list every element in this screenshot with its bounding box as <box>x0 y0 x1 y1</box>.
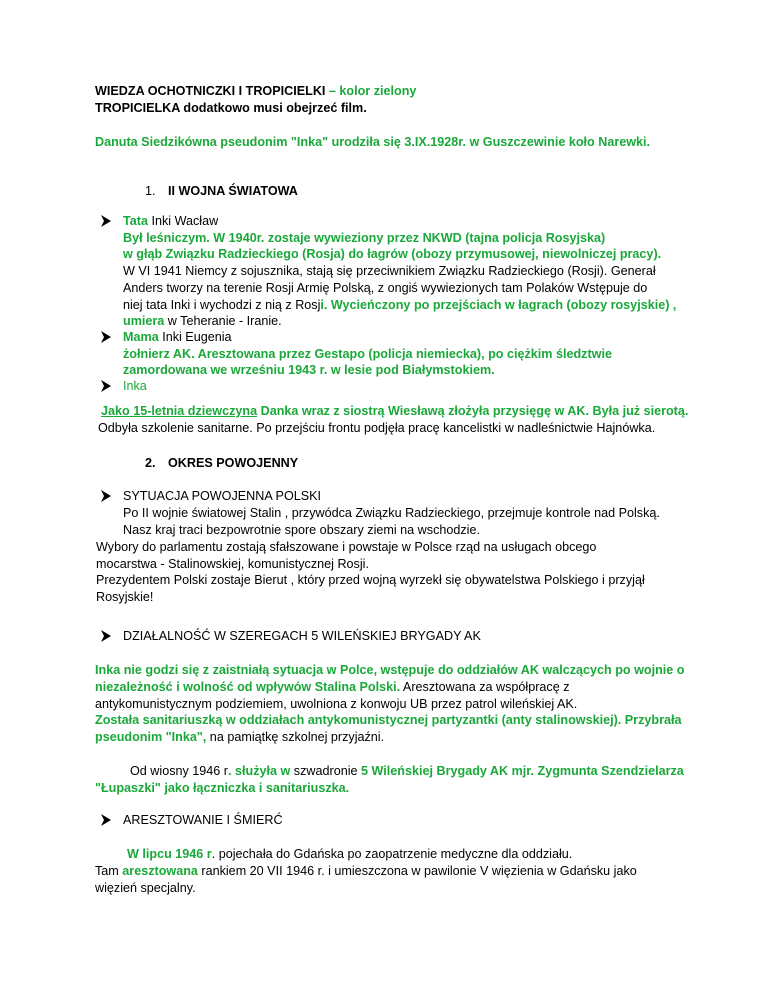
dzialalnosc-line-3: antykomunistycznym podziemiem, uwolniona z konwoju UB przez patrol wileńskiej AK. <box>95 697 578 711</box>
sytuacja-line-4: mocarstwa - Stalinowskiej, komunistycznej Rosji. <box>96 557 369 571</box>
sierota-line: Jako 15-letnia dziewczyna Danka wraz z siostrą Wiesławą złożyła przysięgę w AK. Była już sierotą. <box>101 404 689 418</box>
header-line-1: WIEDZA OCHOTNICZKI I TROPICIELKI – kolor zielony <box>95 84 417 98</box>
header-line-2: TROPICIELKA dodatkowo musi obejrzeć film. <box>95 101 367 115</box>
dzialalnosc-line-2: niezależność i wolność od wpływów Stalina Polski. Aresztowana za współpracę z <box>95 680 570 694</box>
dzialalnosc-line-4: Została sanitariuszką w oddziałach antykomunistycznej partyzantki (anty stalinowskiej). Przybrała <box>95 713 682 727</box>
tata-line-6: umiera w Teheranie - Iranie. <box>123 314 282 328</box>
tata-line-2: w głąb Związku Radzieckiego (Rosja) do łagrów (obozy przymusowej, niewolniczej pracy). <box>123 247 662 261</box>
dzialalnosc-heading: DZIAŁALNOŚĆ W SZEREGACH 5 WILEŃSKIEJ BRYGADY AK <box>123 629 481 643</box>
tata-heading: Tata Inki Wacław <box>123 214 219 228</box>
section2-title: OKRES POWOJENNY <box>168 456 299 470</box>
intro-line: Danuta Siedzikówna pseudonim "Inka" urodziła się 3.IX.1928r. w Guszczewinie koło Narewki. <box>95 135 651 149</box>
sytuacja-line-2: Nasz kraj traci bezpowrotnie spore obszary ziemi na wschodzie. <box>123 523 480 537</box>
wiosna-line-1: Od wiosny 1946 r. służyła w szwadronie 5 Wileńskiej Brygady AK mjr. Zygmunta Szendzielarza <box>130 764 684 778</box>
mama-heading: Mama Inki Eugenia <box>123 330 232 344</box>
section1-title: II WOJNA ŚWIATOWA <box>168 184 298 198</box>
dzialalnosc-line-1: Inka nie godzi się z zaistniałą sytuacja w Polce, wstępuje do oddziałów AK walczących po wojnie o <box>95 663 685 677</box>
aresztowanie-line-2: Tam aresztowana rankiem 20 VII 1946 r. i umieszczona w pawilonie V więzienia w Gdańsku jako <box>95 864 637 878</box>
sytuacja-line-1: Po II wojnie światowej Stalin , przywódca Związku Radzieckiego, przejmuje kontrole nad Polską. <box>123 506 660 520</box>
section1-number: 1. <box>145 184 156 198</box>
tata-line-3: W VI 1941 Niemcy z sojusznika, stają się przeciwnikiem Związku Radzieckiego (Rosji). Generał <box>123 264 656 278</box>
aresztowanie-line-3: więzień specjalny. <box>95 881 196 895</box>
arrow-bullet-icon <box>99 214 113 228</box>
sytuacja-heading: SYTUACJA POWOJENNA POLSKI <box>123 489 322 503</box>
mama-line-1: żołnierz AK. Aresztowana przez Gestapo (policja niemiecka), po ciężkim śledztwie <box>123 347 612 361</box>
aresztowanie-heading: ARESZTOWANIE I ŚMIERĆ <box>123 813 283 827</box>
tata-line-1: Był leśniczym. W 1940r. zostaje wywieziony przez NKWD (tajna policja Rosyjska) <box>123 231 606 245</box>
arrow-bullet-icon <box>99 629 113 643</box>
arrow-bullet-icon <box>99 330 113 344</box>
aresztowanie-line-1: W lipcu 1946 r. pojechała do Gdańska po zaopatrzenie medyczne dla oddziału. <box>127 847 573 861</box>
inka-heading: Inka <box>123 379 147 393</box>
mama-line-2: zamordowana we wrześniu 1943 r. w lesie pod Białymstokiem. <box>123 363 495 377</box>
section2-number: 2. <box>145 456 156 470</box>
wiosna-line-2: "Łupaszki" jako łączniczka i sanitariuszka. <box>95 781 350 795</box>
arrow-bullet-icon <box>99 379 113 393</box>
tata-line-5: niej tata Inki i wychodzi z nią z Rosji. Wycieńczony po przejściach w łagrach (obozy rosyjskie) , <box>123 298 677 312</box>
arrow-bullet-icon <box>99 813 113 827</box>
sytuacja-line-3: Wybory do parlamentu zostają sfałszowane i powstaje w Polsce rząd na usługach obcego <box>96 540 597 554</box>
tata-line-4: Anders tworzy na terenie Rosji Armię Polską, z ongiś wywiezionych tam Polaków Wstępuje do <box>123 281 648 295</box>
szkolenie-line: Odbyła szkolenie sanitarne. Po przejściu frontu podjęła pracę kancelistki w nadleśnictwie Hajnówka. <box>98 421 656 435</box>
arrow-bullet-icon <box>99 489 113 503</box>
dzialalnosc-line-5: pseudonim "Inka", na pamiątkę szkolnej przyjaźni. <box>95 730 385 744</box>
sytuacja-line-5: Prezydentem Polski zostaje Bierut , który przed wojną wyrzekł się obywatelstwa Polskiego i przyjął <box>96 573 645 587</box>
sytuacja-line-6: Rosyjskie! <box>96 590 154 604</box>
